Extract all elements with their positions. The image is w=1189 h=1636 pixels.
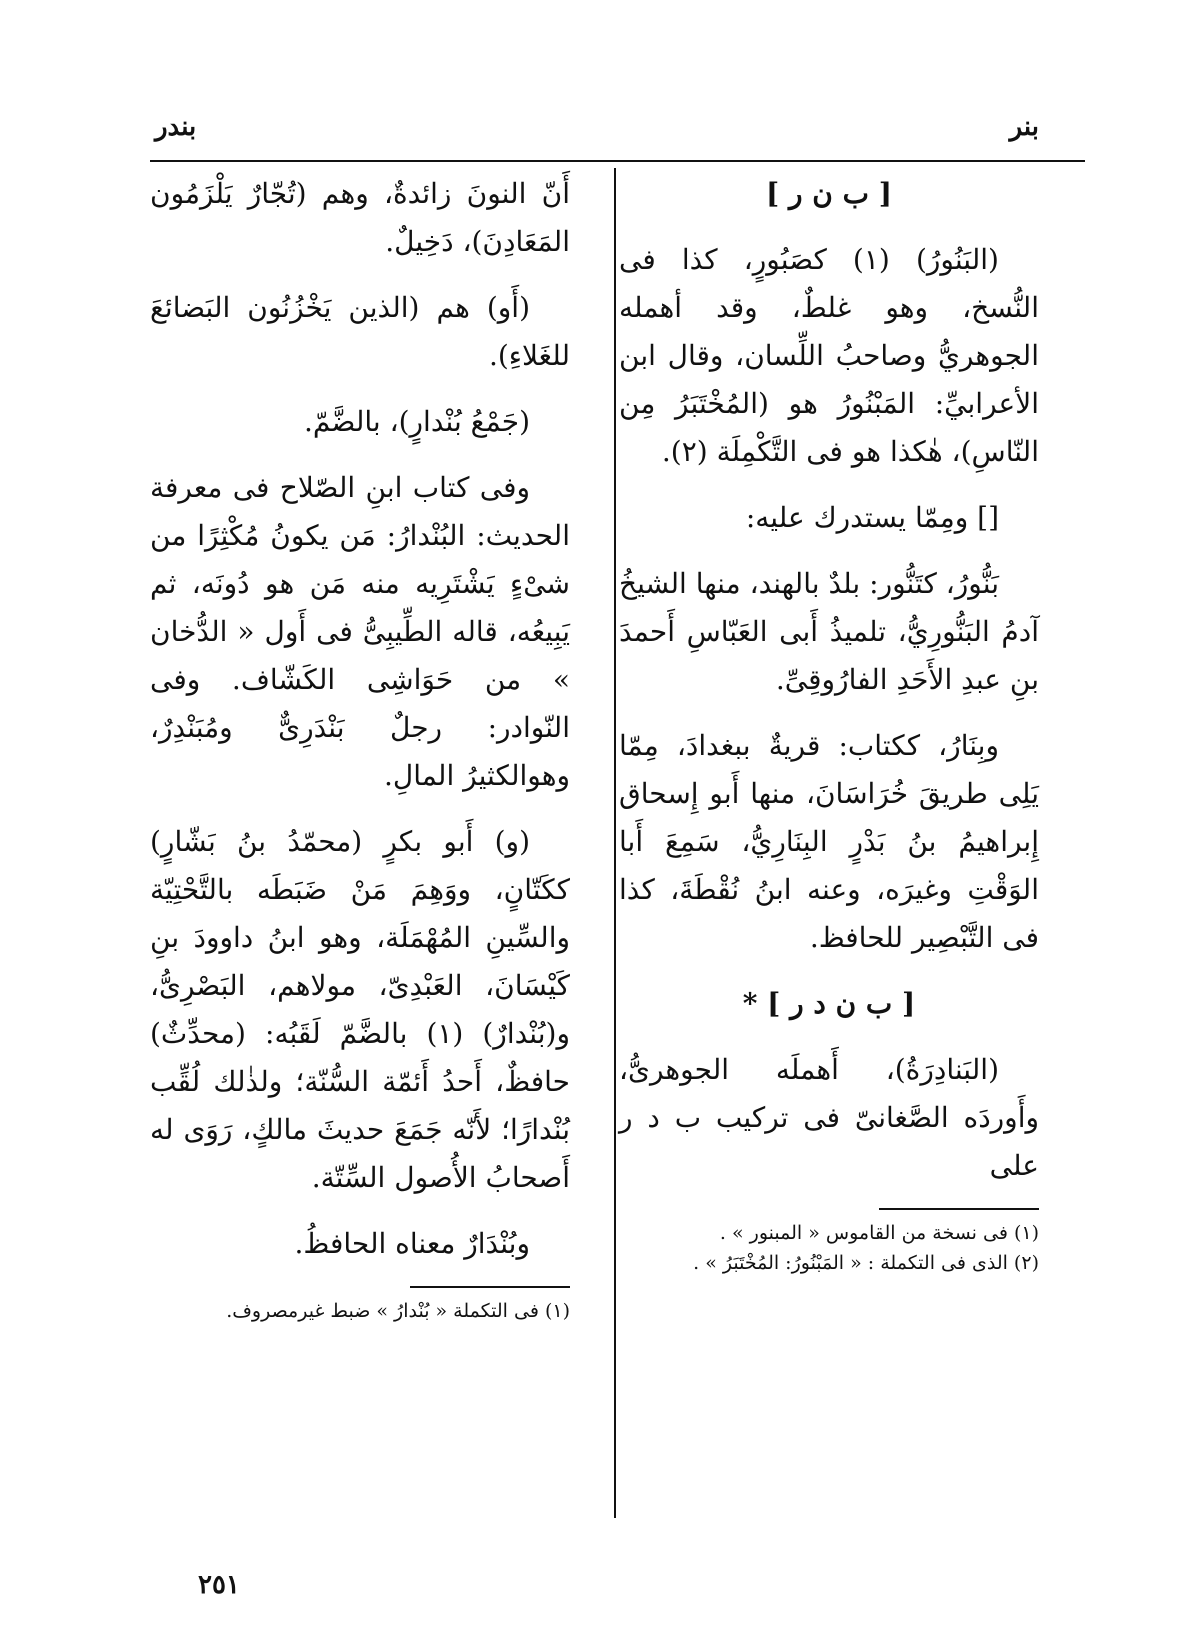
running-head-left: بندر [155,112,197,142]
paragraph: (البَنُورُ) (١) كصَبُورٍ، كذا فى النُّسخ، وهو غلطٌ، وقد أهمله الجوهريُّ وصاحبُ اللِّسان، وقال ابن الأعرابيِّ: المَبْنُورُ هو (المُخْتَبَرُ مِن النّاسِ)، هٰكذا هو فى التَّكْمِلَة (٢). [619,243,1039,468]
footnote: (١) فى التكملة « بُنْدارُ » ضبط غيرمصروف. [226,1300,570,1322]
running-head-right: بنر [1009,112,1039,142]
paragraph: أَنّ النونَ زائدةٌ، وهم (تُجّارٌ يَلْزَمُون المَعَادِنَ)، دَخِيلٌ. [150,177,570,258]
footnote: (٢) الذى فى التكملة : « المَبْنُورُ: المُخْتَبَرُ » . [693,1252,1039,1274]
paragraph: بَنُّورُ، كتَنُّور: بلدٌ بالهند، منها الشيخُ آدمُ البَنُّورِيُّ، تلميذُ أَبى العَبّاسِ أَحمدَ بنِ عبدِ الأَحَدِ الفارُوقِىِّ. [619,567,1039,696]
paragraph: (جَمْعُ بُنْدارٍ)، بالضَّمّ. [304,405,530,438]
footnote: (١) فى نسخة من القاموس « المبنور » . [719,1222,1039,1244]
entry-heading-bnr: [ ب ن ر ] [766,177,892,210]
paragraph: وبِنَارُ، ككتاب: قريةٌ ببغدادَ، مِمّا يَلِى طريقَ خُرَاسَانَ، منها أَبو إِسحاق إِبراهيمُ بنُ بَدْرٍ البِنَارِيُّ، سَمِعَ أَبا الوَقْتِ وغيرَه، وعنه ابنُ نُقْطَةَ، كذا فى التَّبْصِير للحافظ. [619,729,1039,954]
header-rule [150,160,1085,162]
paragraph: [] ومِمّا يستدرك عليه: [745,501,999,534]
paragraph: وبُنْدَارٌ معناه الحافظُ. [294,1227,530,1260]
footnote-rule [879,1208,1039,1210]
paragraph: (و) أَبو بكرٍ (محمّدُ بنُ بَشّارٍ) ككَتّانٍ، ووَهِمَ مَنْ ضَبَطَه بالتَّحْتِيّة والسِّينِ المُهْمَلَة، وهو ابنُ داوودَ بنِ كَيْسَانَ، العَبْدِىّ، مولاهم، البَصْرِىُّ، و(بُنْدارٌ) (١) بالضَّمّ لَقَبُه: (محدِّثٌ) حافظٌ، أَحدُ أَئمّة السُّنّة؛ ولذٰلك لُقِّب بُنْدارًا؛ لأَنّه جَمَعَ حديثَ مالكٍ، رَوَى له أَصحابُ الأُصول السِّتّة. [150,825,570,1194]
footnote-rule [410,1286,570,1288]
page-number: ٢٥١ [198,1570,240,1600]
column-divider [614,168,616,1518]
paragraph: وفى كتاب ابنِ الصّلاح فى معرفة الحديث: البُنْدارُ: مَن يكونُ مُكْثِرًا من شىْءٍ يَشْتَرِيه منه مَن هو دُونَه، ثم يَبِيعُه، قاله الطِّيبِىُّ فى أَول « الدُّخان » من حَوَاشِى الكَشّاف. وفى النّوادر: رجلٌ بَنْدَرِىٌّ ومُبَنْدِرٌ، وهوالكثيرُ المالِ. [150,471,570,792]
right-column [619,170,1039,1278]
paragraph: (أَو) هم (الذين يَخْزُنُون البَضائعَ للغَلاءِ). [150,291,570,372]
entry-heading-bndr: [ ب ن د ر ] * [742,987,916,1020]
paragraph: (البَنادِرَةُ)، أَهملَه الجوهرىُّ، وأَوردَه الصَّغانىّ فى تركيب ب د ر على [619,1053,1039,1182]
left-column [150,170,570,1326]
